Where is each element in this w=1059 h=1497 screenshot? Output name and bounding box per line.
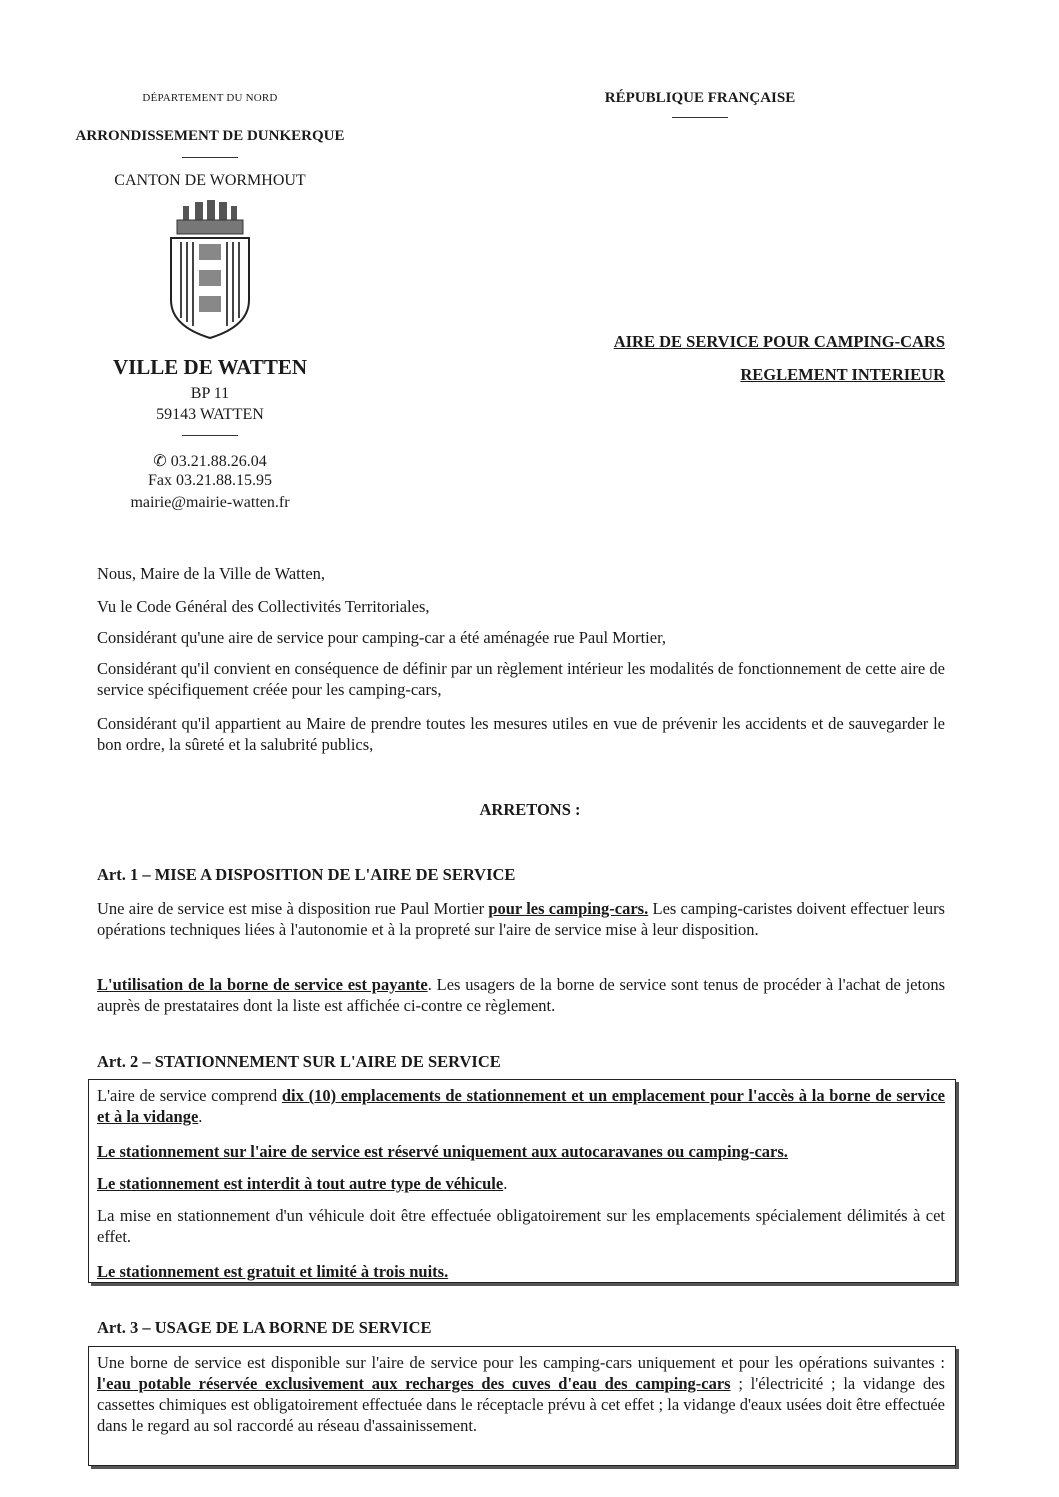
article-1-title: Art. 1 – MISE A DISPOSITION DE L'AIRE DE SERVICE bbox=[97, 865, 516, 884]
preamble-paragraph: Considérant qu'il convient en conséquence de définir par un règlement intérieur les modalités de fonctionnement de cette aire de service spécifiquement créée pour les camping-cars, bbox=[97, 659, 945, 699]
republic-label: RÉPUBLIQUE FRANÇAISE bbox=[604, 90, 796, 106]
document-title-line1: AIRE DE SERVICE POUR CAMPING-CARS bbox=[613, 332, 945, 351]
canton-label: CANTON DE WORMHOUT bbox=[114, 172, 306, 189]
fax-number: Fax 03.21.88.15.95 bbox=[148, 472, 272, 489]
article-3-title: Art. 3 – USAGE DE LA BORNE DE SERVICE bbox=[97, 1318, 432, 1337]
preamble-paragraph: Considérant qu'une aire de service pour camping-car a été aménagée rue Paul Mortier, bbox=[97, 628, 667, 647]
article-2-paragraph-5: Le stationnement est gratuit et limité à trois nuits. bbox=[97, 1262, 449, 1281]
preamble-paragraph: Considérant qu'il appartient au Maire de prendre toutes les mesures utiles en vue de prévenir les accidents et de sauvegarder le bon ordre, la sûreté et la salubrité publics, bbox=[97, 714, 945, 754]
article-1-paragraph-1: Une aire de service est mise à disposition rue Paul Mortier pour les camping-cars. Les camping-caristes doivent effectuer leurs opérations techniques liées à l'autonomie et à la propreté sur l'aire de service mise à leur disposition. bbox=[97, 899, 945, 939]
arretons-heading: ARRETONS : bbox=[479, 800, 581, 819]
divider bbox=[672, 117, 728, 118]
article-1-paragraph-2: L'utilisation de la borne de service est payante. Les usagers de la borne de service sont tenus de procéder à l'achat de jetons auprès de prestataires dont la liste est affichée ci-contre ce règlement. bbox=[97, 975, 945, 1015]
divider bbox=[182, 157, 238, 158]
preamble-paragraph: Nous, Maire de la Ville de Watten, bbox=[97, 564, 326, 583]
article-2-paragraph-2: Le stationnement sur l'aire de service est réservé uniquement aux autocaravanes ou camping-cars. bbox=[97, 1142, 788, 1161]
article-2-paragraph-1: L'aire de service comprend dix (10) emplacements de stationnement et un emplacement pour l'accès à la borne de service et à la vidange. bbox=[97, 1086, 945, 1126]
postal-box: BP 11 bbox=[190, 385, 230, 402]
arrondissement-label: ARRONDISSEMENT DE DUNKERQUE bbox=[75, 128, 345, 144]
phone-number: ✆ 03.21.88.26.04 bbox=[153, 453, 267, 470]
coat-of-arms-emblem bbox=[165, 200, 255, 340]
email-address: mairie@mairie-watten.fr bbox=[130, 494, 290, 511]
postcode-city: 59143 WATTEN bbox=[156, 406, 264, 423]
preamble-paragraph: Vu le Code Général des Collectivités Territoriales, bbox=[97, 597, 430, 616]
article-2-paragraph-3: Le stationnement est interdit à tout autre type de véhicule. bbox=[97, 1174, 508, 1193]
article-2-title: Art. 2 – STATIONNEMENT SUR L'AIRE DE SERVICE bbox=[97, 1052, 501, 1071]
town-name: VILLE DE WATTEN bbox=[112, 355, 308, 379]
document-title-line2: REGLEMENT INTERIEUR bbox=[740, 365, 945, 384]
article-3-paragraph-1: Une borne de service est disponible sur l'aire de service pour les camping-cars uniquement et pour les opérations suivantes : l'eau potable réservée exclusivement aux recharges des cuves d'eau des camping-cars ; l'électricité ; la vidange des cassettes chimiques est obligatoirement effectuée dans le réceptacle prévu à cet effet ; la vidange d'eaux usées doit être effectuée dans le regard au sol raccordé au réseau d'assainissement. bbox=[97, 1353, 945, 1435]
department-label: DÉPARTEMENT DU NORD bbox=[142, 92, 278, 104]
divider bbox=[182, 435, 238, 436]
article-2-paragraph-4: La mise en stationnement d'un véhicule doit être effectuée obligatoirement sur les emplacements spécialement délimités à cet effet. bbox=[97, 1206, 945, 1246]
